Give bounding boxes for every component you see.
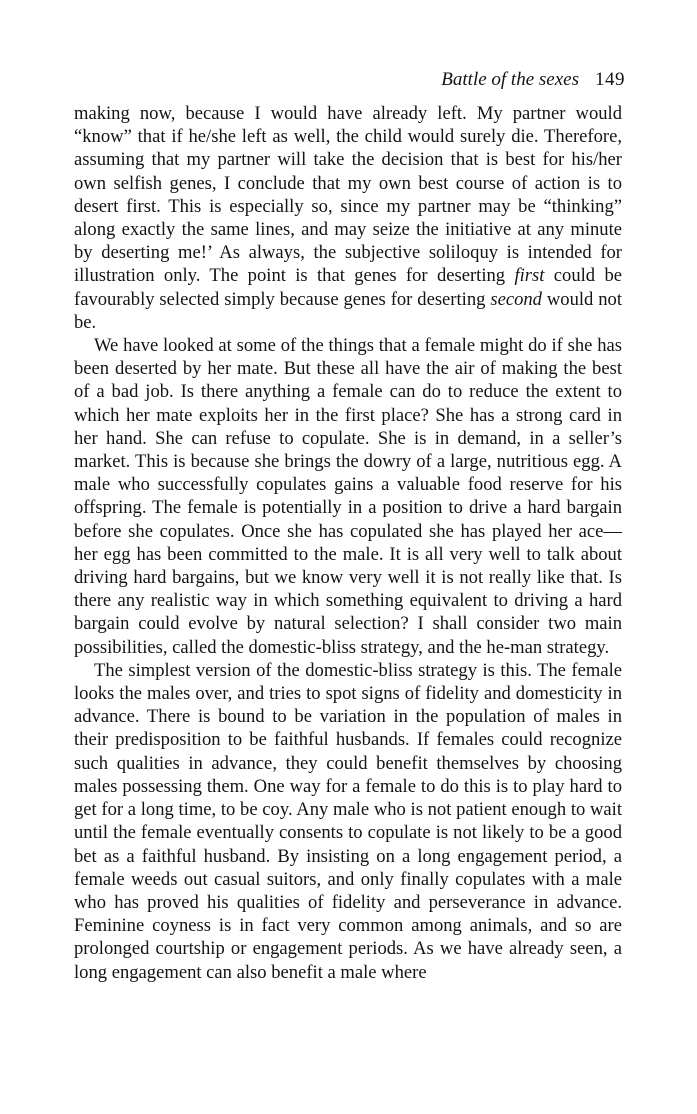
- running-title: Battle of the sexes: [441, 69, 579, 90]
- paragraph-1: [74, 102, 622, 334]
- text-segment: making now, because I would have already left. My partner would “know” that if he/she left as well, the child would surely die. Therefore, assuming that my partner will take the decision that is best for his/her own selfish genes, I conclude that my own best course of action is to desert first. This is especially so, since my partner may be “thinking” along exactly the same lines, and may seize the initiative at any minute by deserting me!’ As always, the subjective soliloquy is intended for illustration only. The point is that genes for deserting: [74, 103, 622, 287]
- emphasis-second: second: [490, 288, 542, 310]
- body-text: [74, 102, 622, 984]
- text-segment: could be favourably selected simply because genes for deserting: [74, 265, 622, 310]
- paragraph-3: [74, 659, 622, 984]
- emphasis-first: first: [514, 265, 545, 287]
- running-head: [441, 68, 625, 92]
- text-segment: We have looked at some of the things that a female might do if she has been deserted by her mate. But these all have the air of making the best of a bad job. Is there anything a female can do to reduce the extent to which her mate exploits her in the first place? She has a strong card in her hand. She can refuse to copulate. She is in demand, in a seller’s market. This is because she brings the dowry of a large, nutritious egg. A male who successfully copulates gains a valuable food reserve for his offspring. The female is potentially in a position to drive a hard bargain before she copulates. Once she has copulated she has played her ace—her egg has been committed to the male. It is all very well to talk about driving hard bargains, but we know very well it is not really like that. Is there any realistic way in which something equivalent to driving a hard bargain could evolve by natural selection? I shall consider two main possibilities, called the domestic-bliss strategy, and the he-man strategy.: [74, 335, 622, 658]
- text-segment: would not be.: [74, 288, 623, 333]
- paragraph-2: [74, 334, 622, 659]
- text-segment: The simplest version of the domestic-bliss strategy is this. The female looks the males over, and tries to spot signs of fidelity and domesticity in advance. There is bound to be variation in the population of males in their predisposition to be faithful husbands. If females could recognize such qualities in advance, they could benefit themselves by choosing males possessing them. One way for a female to do this is to play hard to get for a long time, to be coy. Any male who is not patient enough to wait until the female eventually consents to copulate is not likely to be a good bet as a faithful husband. By insisting on a long engagement period, a female weeds out casual suitors, and only finally copulates with a male who has proved his qualities of fidelity and perseverance in advance. Feminine coyness is in fact very common among animals, and so are prolonged courtship or engagement periods. As we have already seen, a long engagement can also benefit a male where: [74, 659, 622, 983]
- page-number: 149: [595, 69, 625, 90]
